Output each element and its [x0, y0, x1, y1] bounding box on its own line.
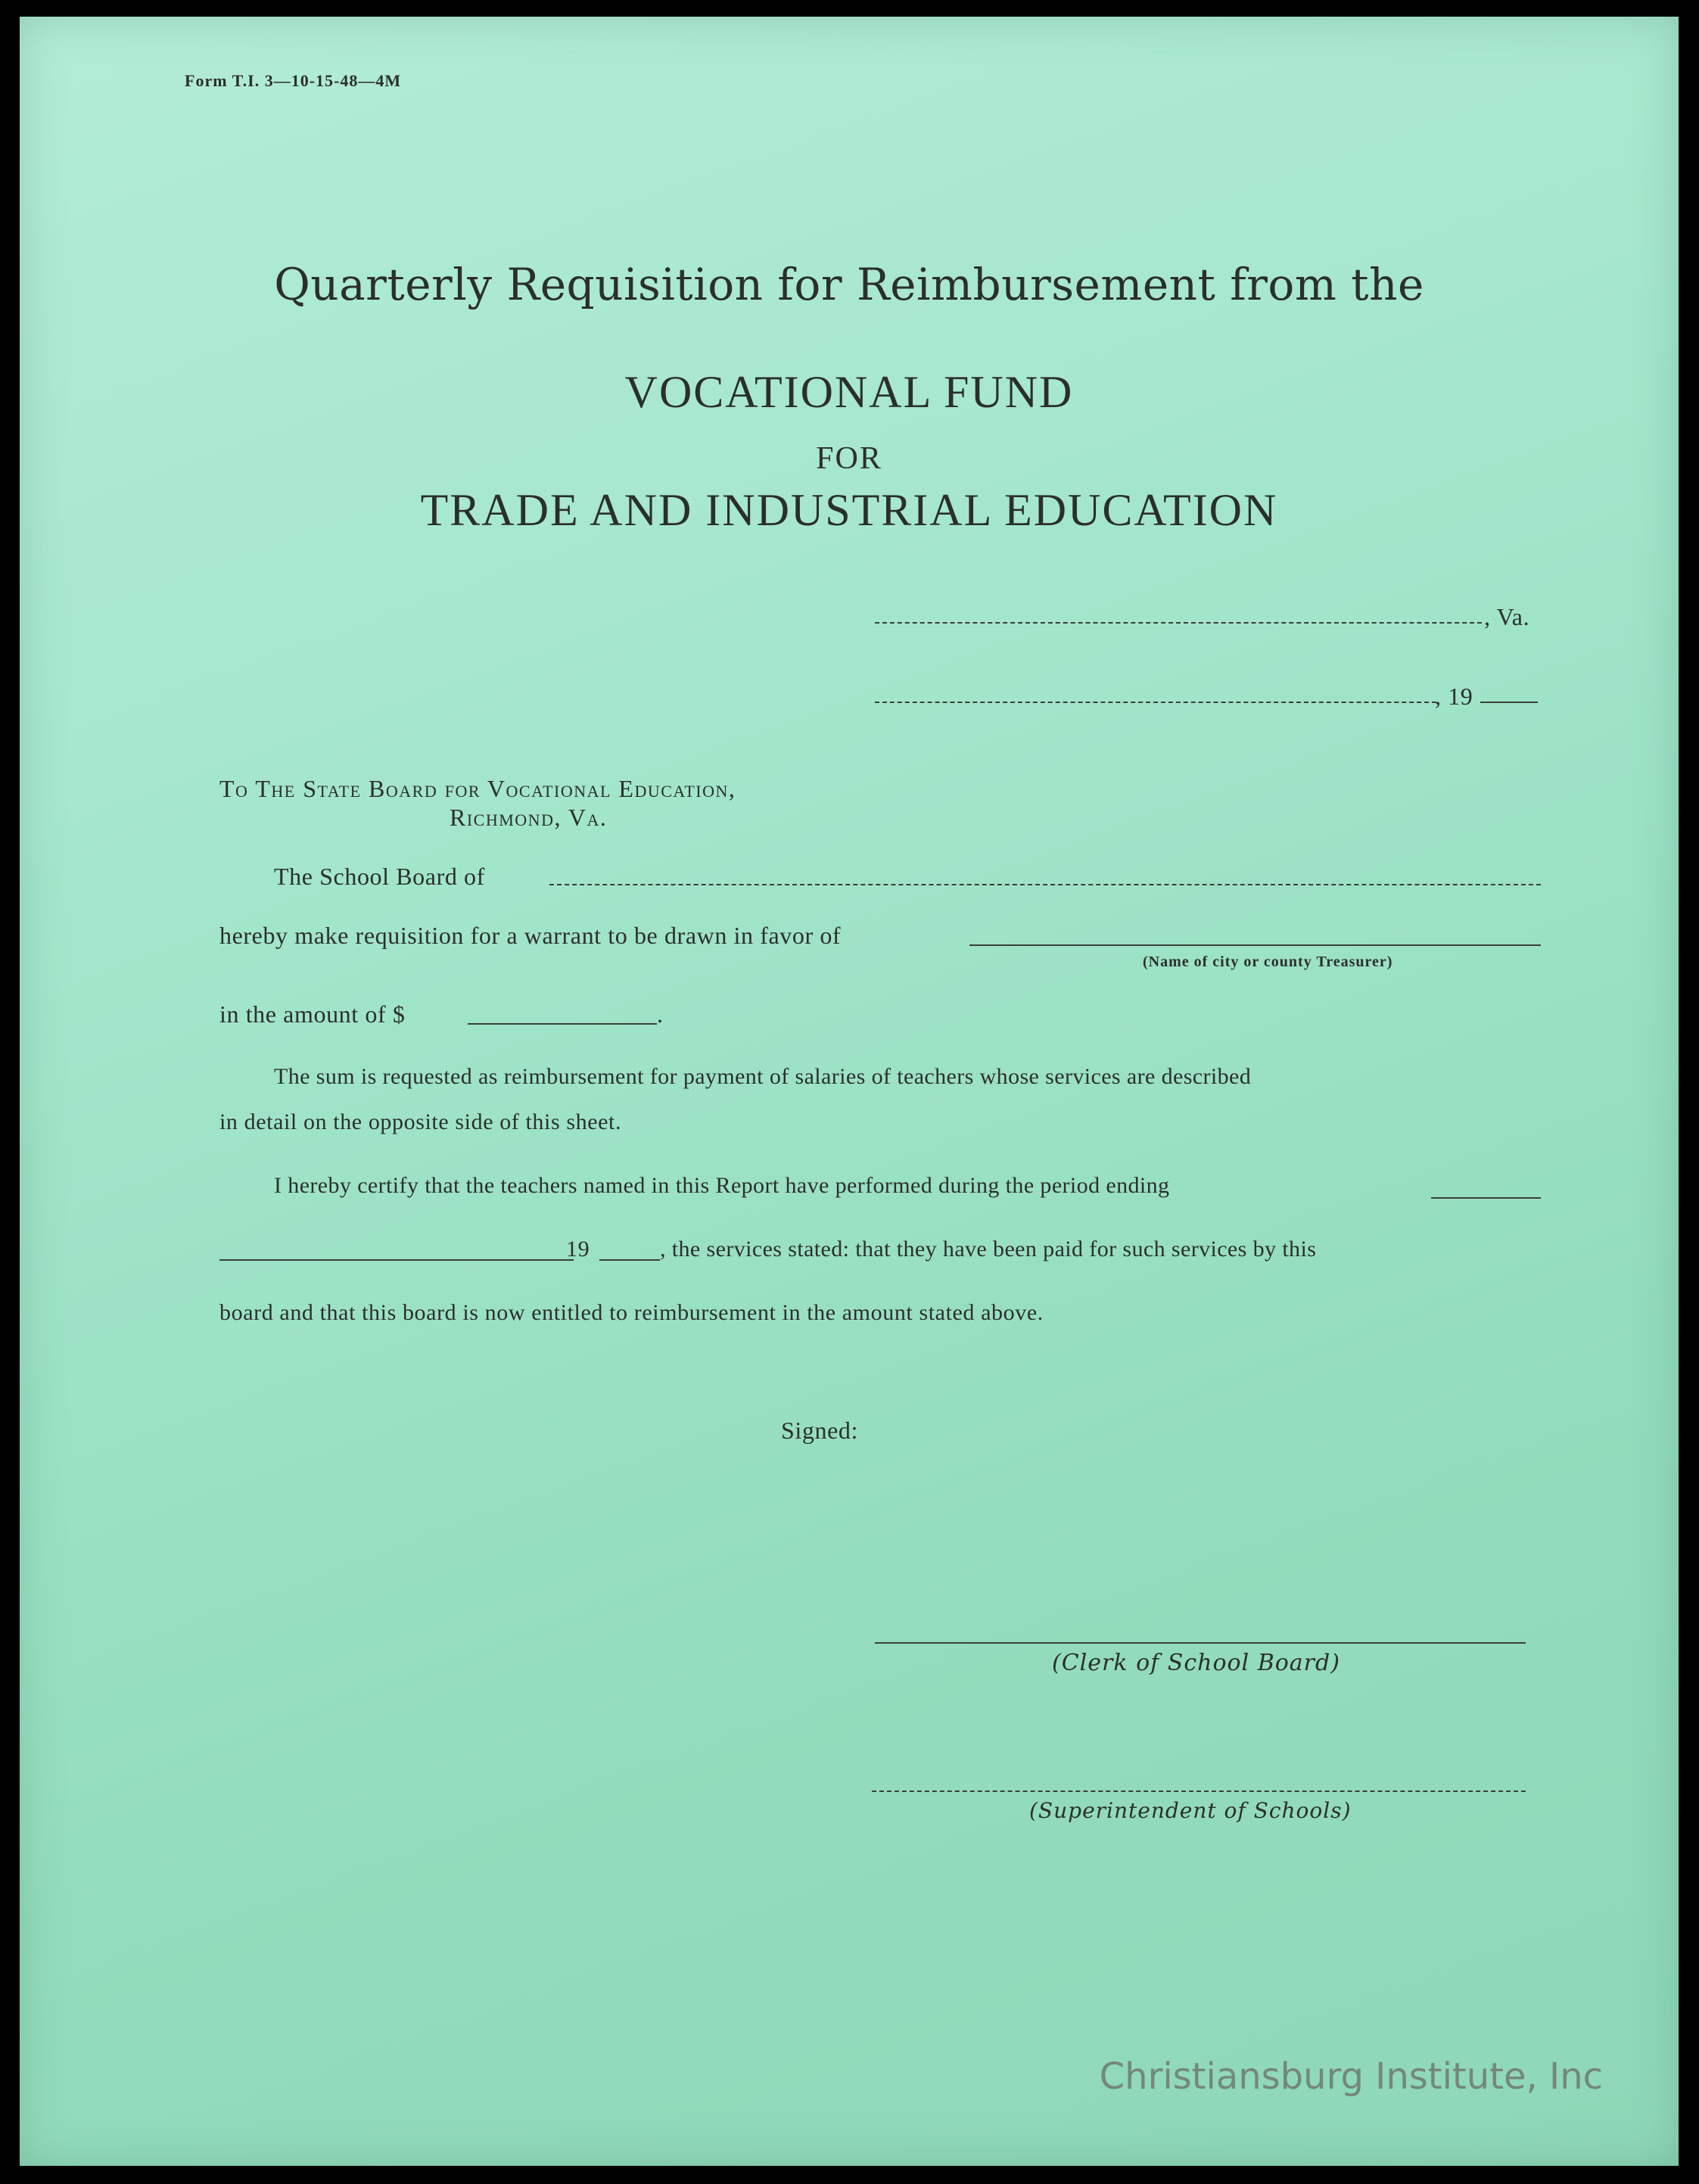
clerk-signature-line[interactable]: [875, 1642, 1526, 1644]
school-board-blank[interactable]: [549, 884, 1541, 885]
form-title-trade-education: TRADE AND INDUSTRIAL EDUCATION: [420, 485, 1278, 535]
form-title-for: FOR: [816, 441, 882, 476]
period-ending-blank-2[interactable]: [219, 1259, 574, 1261]
school-board-label: The School Board of: [274, 863, 485, 890]
date-blank[interactable]: [875, 702, 1436, 703]
superintendent-signature-line[interactable]: [872, 1790, 1526, 1792]
form-title-line1: Quarterly Requisition for Reimbursement from the: [274, 259, 1424, 310]
certify-year-label: 19: [566, 1237, 590, 1262]
certify-line3: board and that this board is now entitled to reimbursement in the amount stated above.: [219, 1300, 1044, 1325]
date-year-blank[interactable]: [1480, 702, 1538, 703]
place-va-label: , Va.: [1484, 603, 1530, 630]
clerk-caption: (Clerk of School Board): [1052, 1650, 1340, 1676]
amount-label: in the amount of $: [219, 1000, 406, 1028]
reimbursement-text-line2: in detail on the opposite side of this sheet.: [219, 1109, 622, 1134]
addressee-line1: To The State Board for Vocational Education,: [219, 775, 736, 802]
warrant-text: hereby make requisition for a warrant to be drawn in favor of: [219, 922, 842, 949]
signed-label: Signed:: [781, 1417, 858, 1444]
period-ending-blank-1[interactable]: [1431, 1197, 1541, 1199]
certify-year-blank[interactable]: [599, 1259, 660, 1261]
form-number: Form T.I. 3—10-15-48—4M: [185, 71, 402, 90]
amount-period: .: [657, 1000, 664, 1028]
treasurer-blank[interactable]: [969, 944, 1541, 946]
archive-watermark: Christiansburg Institute, Inc: [1099, 2055, 1603, 2098]
reimbursement-text-line1: The sum is requested as reimbursement for payment of salaries of teachers whose services are described: [274, 1064, 1252, 1089]
certify-line1: I hereby certify that the teachers named in this Report have performed during the period ending: [274, 1173, 1170, 1198]
addressee-line2: Richmond, Va.: [450, 804, 608, 831]
form-page: [20, 17, 1679, 2166]
treasurer-caption: (Name of city or county Treasurer): [1143, 954, 1393, 970]
certify-line2: , the services stated: that they have been paid for such services by this: [660, 1237, 1317, 1262]
amount-blank[interactable]: [468, 1023, 657, 1025]
form-title-vocational-fund: VOCATIONAL FUND: [624, 367, 1074, 417]
superintendent-caption: (Superintendent of Schools): [1029, 1798, 1352, 1823]
date-year-label: , 19: [1435, 683, 1473, 710]
place-blank[interactable]: [875, 622, 1482, 624]
